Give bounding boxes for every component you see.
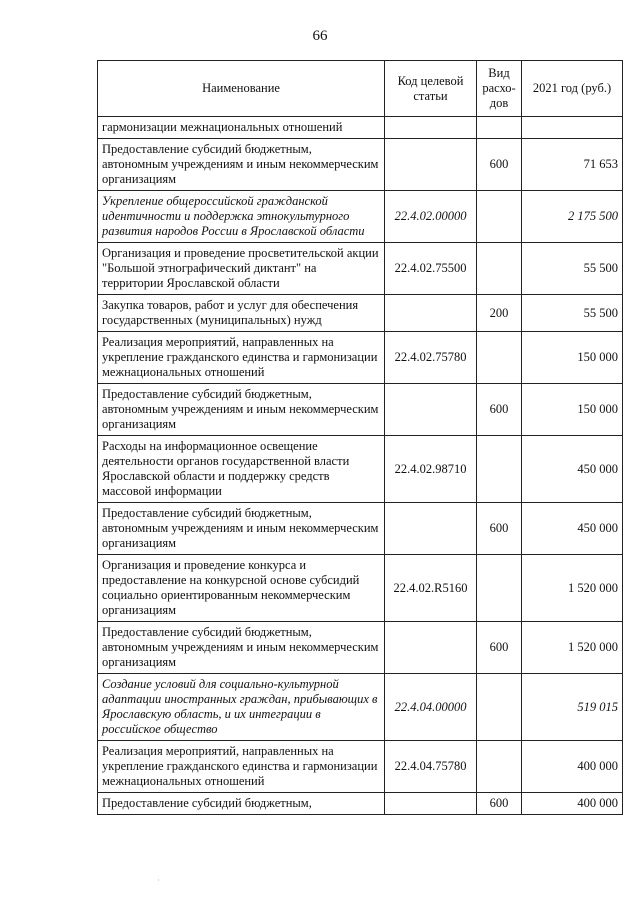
row-amount: 55 500 — [522, 243, 623, 295]
table-row — [98, 243, 623, 295]
row-code — [385, 139, 477, 191]
table-row — [98, 384, 623, 436]
row-amount: 400 000 — [522, 741, 623, 793]
row-code — [385, 503, 477, 555]
table-row — [98, 674, 623, 741]
row-kind — [477, 117, 522, 139]
row-code: 22.4.02.75780 — [385, 332, 477, 384]
row-amount: 2 175 500 — [522, 191, 623, 243]
page-number: 66 — [312, 28, 328, 44]
budget-table — [97, 60, 623, 815]
header-name: Наименование — [98, 61, 385, 117]
row-name: Предоставление субсидий бюджетным, автономным учреждениям и иным некоммерческим организациям — [98, 622, 385, 674]
row-amount — [522, 117, 623, 139]
table-row — [98, 436, 623, 503]
row-name: Реализация мероприятий, направленных на укрепление гражданского единства и гармонизации межнациональных отношений — [98, 741, 385, 793]
row-amount: 450 000 — [522, 436, 623, 503]
row-code: 22.4.02.75500 — [385, 243, 477, 295]
row-amount: 150 000 — [522, 384, 623, 436]
row-name: Расходы на информационное освещение деятельности органов государственной власти Ярославской области и поддержку средств массовой информации — [98, 436, 385, 503]
row-name: Реализация мероприятий, направленных на укрепление гражданского единства и гармонизации межнациональных отношений — [98, 332, 385, 384]
row-kind — [477, 332, 522, 384]
table-row — [98, 741, 623, 793]
row-name: гармонизации межнациональных отношений — [98, 117, 385, 139]
row-name: Создание условий для социально-культурной адаптации иностранных граждан, прибывающих в Ярославскую область, и их интеграции в российское общество — [98, 674, 385, 741]
row-code — [385, 793, 477, 815]
row-kind: 600 — [477, 384, 522, 436]
table-row — [98, 503, 623, 555]
row-kind — [477, 243, 522, 295]
row-kind: 600 — [477, 793, 522, 815]
row-amount: 450 000 — [522, 503, 623, 555]
row-kind — [477, 674, 522, 741]
row-name: Организация и проведение конкурса и предоставление на конкурсной основе субсидий социально ориентированным некоммерческим организациям — [98, 555, 385, 622]
row-kind: 600 — [477, 139, 522, 191]
row-name: Укрепление общероссийской гражданской идентичности и поддержка этнокультурного развития народов России в Ярославской области — [98, 191, 385, 243]
row-kind — [477, 191, 522, 243]
row-kind: 200 — [477, 295, 522, 332]
row-amount: 71 653 — [522, 139, 623, 191]
row-name: Предоставление субсидий бюджетным, автономным учреждениям и иным некоммерческим организациям — [98, 503, 385, 555]
row-amount: 400 000 — [522, 793, 623, 815]
row-code: 22.4.02.R5160 — [385, 555, 477, 622]
row-code — [385, 384, 477, 436]
row-code: 22.4.02.00000 — [385, 191, 477, 243]
row-code: 22.4.04.75780 — [385, 741, 477, 793]
row-code — [385, 295, 477, 332]
table-row — [98, 191, 623, 243]
row-name: Закупка товаров, работ и услуг для обеспечения государственных (муниципальных) нужд — [98, 295, 385, 332]
row-code — [385, 117, 477, 139]
header-kind: Вид расхо-дов — [477, 61, 522, 117]
row-kind — [477, 555, 522, 622]
table-row — [98, 139, 623, 191]
row-amount: 1 520 000 — [522, 622, 623, 674]
row-name: Предоставление субсидий бюджетным, автономным учреждениям и иным некоммерческим организациям — [98, 384, 385, 436]
table-header-row — [98, 61, 623, 117]
row-code — [385, 622, 477, 674]
table-row — [98, 332, 623, 384]
row-kind: 600 — [477, 503, 522, 555]
row-kind — [477, 741, 522, 793]
row-name: Предоставление субсидий бюджетным, — [98, 793, 385, 815]
row-amount: 519 015 — [522, 674, 623, 741]
row-kind — [477, 436, 522, 503]
header-code: Код целевой статьи — [385, 61, 477, 117]
table-row — [98, 117, 623, 139]
row-code: 22.4.02.98710 — [385, 436, 477, 503]
row-name: Предоставление субсидий бюджетным, автономным учреждениям и иным некоммерческим организациям — [98, 139, 385, 191]
row-amount: 1 520 000 — [522, 555, 623, 622]
header-amount: 2021 год (руб.) — [522, 61, 623, 117]
table-row — [98, 793, 623, 815]
table-row — [98, 555, 623, 622]
row-kind: 600 — [477, 622, 522, 674]
table-row — [98, 622, 623, 674]
row-code: 22.4.04.00000 — [385, 674, 477, 741]
row-amount: 55 500 — [522, 295, 623, 332]
scan-mark: · — [157, 876, 160, 885]
row-amount: 150 000 — [522, 332, 623, 384]
row-name: Организация и проведение просветительской акции "Большой этнографический диктант" на территории Ярославской области — [98, 243, 385, 295]
table-row — [98, 295, 623, 332]
